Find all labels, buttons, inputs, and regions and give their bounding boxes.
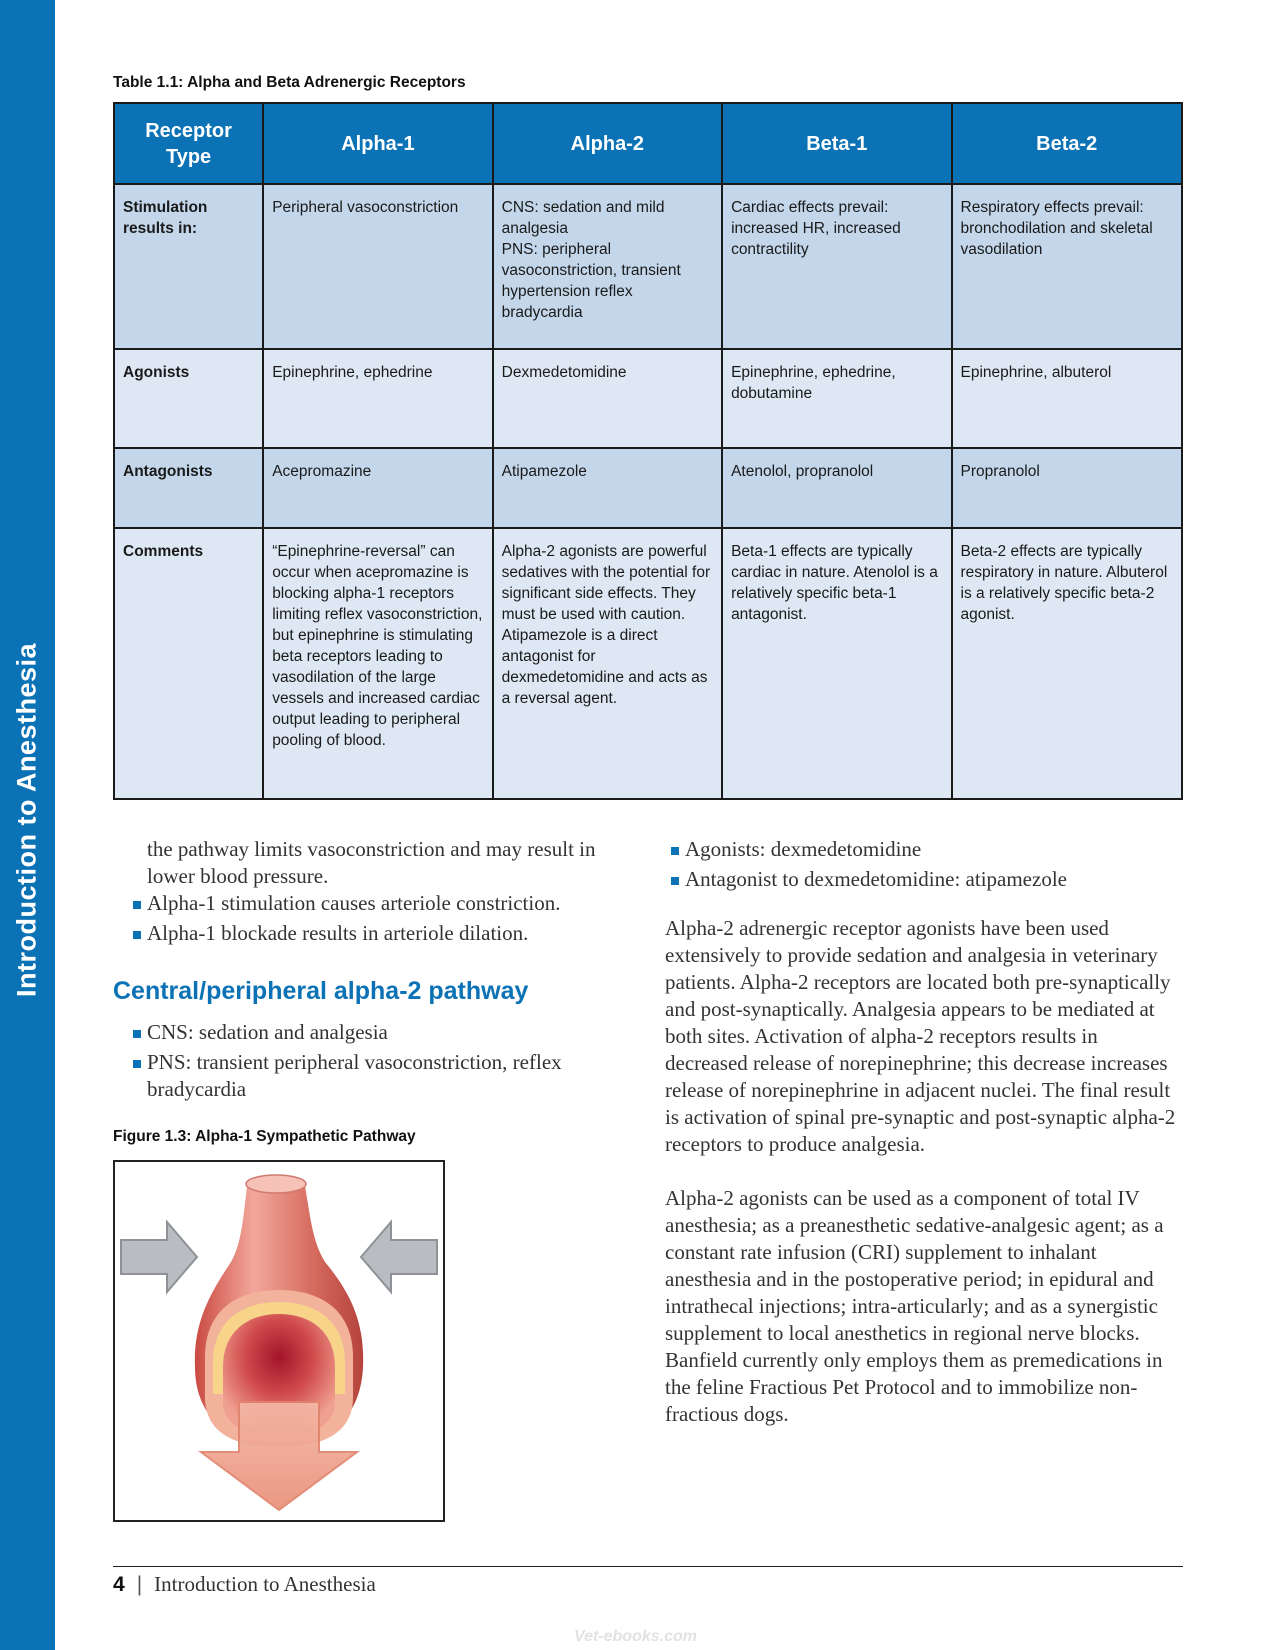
row-label-comments: Comments <box>114 528 263 799</box>
header-alpha-1: Alpha-1 <box>263 103 492 184</box>
list-item: Alpha-1 blockade results in arteriole dilation. <box>113 920 633 947</box>
footer-rule <box>113 1566 1183 1567</box>
row-label-antagonists: Antagonists <box>114 448 263 528</box>
table-cell: Respiratory effects prevail: bronchodilation and skeletal vasodilation <box>952 184 1183 349</box>
row-label-stimulation: Stimulation results in: <box>114 184 263 349</box>
table-cell: Atenolol, propranolol <box>722 448 951 528</box>
table-caption: Table 1.1: Alpha and Beta Adrenergic Receptors <box>113 74 466 91</box>
table-row <box>114 184 1182 349</box>
table-cell: Epinephrine, albuterol <box>952 349 1183 448</box>
vessel-top-opening <box>246 1175 306 1193</box>
list-item: Antagonist to dexmedetomidine: atipamezole <box>651 866 1185 893</box>
list-item: CNS: sedation and analgesia <box>113 1019 633 1046</box>
table-cell: Alpha-2 agonists are powerful sedatives with the potential for significant side effects. They must be used with caution. Atipamezole is a direct antagonist for dexmedetomidine and acts as a reversal agent. <box>493 528 722 799</box>
paragraph: Alpha-2 adrenergic receptor agonists have been used extensively to provide sedation and analgesia in veterinary patients. Alpha-2 receptors are located both pre-synaptically and post-synaptically. Analgesia appears to be mediated at both sites. Activation of alpha-2 receptors results in decreased release of norepinephrine; this decrease increases release of norepinephrine in adjacent nuclei. The final result is activation of spinal pre-synaptic and post-synaptic alpha-2 receptors to produce analgesia. <box>665 916 1176 1156</box>
table-cell: “Epinephrine-reversal” can occur when acepromazine is blocking alpha-1 receptors limiting reflex vasoconstriction, but epinephrine is stimulating beta receptors leading to vasodilation of the large vessels and increased cardiac output leading to peripheral pooling of blood. <box>263 528 492 799</box>
header-beta-2: Beta-2 <box>952 103 1183 184</box>
right-column <box>665 836 1185 1455</box>
table-cell: Beta-1 effects are typically cardiac in nature. Atenolol is a relatively specific beta-1 antagonist. <box>722 528 951 799</box>
watermark: Vet-ebooks.com <box>574 1628 697 1645</box>
list-item: Agonists: dexmedetomidine <box>651 836 1185 863</box>
table-cell: Cardiac effects prevail: increased HR, increased contractility <box>722 184 951 349</box>
bullet-list-alpha-1 <box>113 890 633 947</box>
footer-separator: | <box>136 1573 143 1596</box>
sidebar-band <box>0 0 55 1650</box>
section-heading: Central/peripheral alpha-2 pathway <box>113 977 529 1005</box>
paragraph: Alpha-2 agonists can be used as a component of total IV anesthesia; as a preanesthetic sedative-analgesic agent; as a constant rate infusion (CRI) supplement to inhalant anesthesia and in the postoperative period; in epidural and intrathecal injections; intra-articularly; and as a synergistic supplement to local anesthetics in regional nerve blocks. Banfield currently only employs them as premedications in the feline Fractious Pet Protocol and to immobilize non-fractious dogs. <box>665 1186 1164 1426</box>
table-cell: Peripheral vasoconstriction <box>263 184 492 349</box>
page-footer <box>113 1572 376 1597</box>
sidebar-title: Introduction to Anesthesia <box>11 642 42 998</box>
continuation-text: the pathway limits vasoconstriction and may result in lower blood pressure. <box>147 837 596 888</box>
table-row <box>114 528 1182 799</box>
figure-frame <box>113 1160 445 1522</box>
list-item: PNS: transient peripheral vasoconstriction, reflex bradycardia <box>113 1049 633 1103</box>
page-number: 4 <box>113 1573 125 1596</box>
table-row <box>114 349 1182 448</box>
receptor-table <box>113 102 1183 800</box>
table-cell: CNS: sedation and mild analgesia PNS: peripheral vasoconstriction, transient hypertension reflex bradycardia <box>493 184 722 349</box>
footer-title: Introduction to Anesthesia <box>154 1572 376 1596</box>
table-cell: Dexmedetomidine <box>493 349 722 448</box>
table-cell: Atipamezole <box>493 448 722 528</box>
header-receptor-type: Receptor Type <box>114 103 263 184</box>
table-cell: Acepromazine <box>263 448 492 528</box>
header-alpha-2: Alpha-2 <box>493 103 722 184</box>
table-cell: Beta-2 effects are typically respiratory in nature. Albuterol is a relatively specific beta-2 agonist. <box>952 528 1183 799</box>
table-cell: Propranolol <box>952 448 1183 528</box>
table-row <box>114 448 1182 528</box>
arrow-left-icon <box>361 1222 437 1292</box>
bullet-list-alpha-2 <box>113 1019 633 1103</box>
list-item: Alpha-1 stimulation causes arteriole constriction. <box>113 890 633 917</box>
row-label-agonists: Agonists <box>114 349 263 448</box>
table-cell: Epinephrine, ephedrine, dobutamine <box>722 349 951 448</box>
arrow-right-icon <box>121 1222 197 1292</box>
vessel-illustration <box>115 1162 443 1520</box>
figure-caption: Figure 1.3: Alpha-1 Sympathetic Pathway <box>113 1128 416 1145</box>
header-beta-1: Beta-1 <box>722 103 951 184</box>
left-column <box>113 836 633 1522</box>
table-cell: Epinephrine, ephedrine <box>263 349 492 448</box>
bullet-list-agonists <box>651 836 1185 893</box>
